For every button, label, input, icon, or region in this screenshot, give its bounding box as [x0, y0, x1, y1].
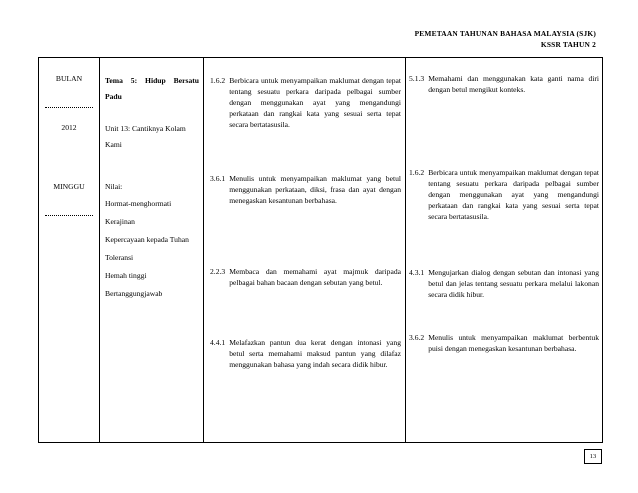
theme-column — [105, 73, 199, 303]
plan-table — [38, 57, 603, 443]
value-item: Kerajinan — [105, 217, 135, 226]
standard-code: 1.6.2 — [409, 168, 425, 177]
standard-text: Berbicara untuk menyampaikan maklumat dengan tepat tentang sesuatu perkara daripada pelbagai sumber dengan menggunakan ayat yang mengandungi perkataan dan rangkai kata yang sesuai serta tepat secara bertatasusila. — [229, 76, 401, 129]
standard-code: 4.3.1 — [409, 268, 425, 277]
standard-code: 1.6.2 — [210, 76, 226, 85]
standard-code: 4.4.1 — [210, 338, 226, 347]
standard-item — [210, 266, 401, 288]
standard-text: Membaca dan memahami ayat majmuk daripada pelbagai bahan bacaan dengan sebutan yang betul. — [229, 267, 401, 287]
standard-item — [210, 75, 401, 130]
bulan-dotted-line — [39, 107, 99, 108]
document-header — [415, 28, 596, 50]
value-item: Toleransi — [105, 253, 134, 262]
column-divider — [203, 58, 204, 442]
column-divider — [405, 58, 406, 442]
standard-text: Menulis untuk menyampaikan maklumat yang betul menggunakan perkataan, diksi, frasa dan ayat dengan menegaskan kesantunan berbahasa. — [229, 174, 401, 205]
page-number: 13 — [584, 449, 602, 464]
minggu-label: MINGGU — [53, 182, 85, 191]
unit-title: Unit 13: Cantiknya Kolam Kami — [105, 124, 186, 149]
standard-text: Menulis untuk menyampaikan maklumat berbentuk puisi dengan menegaskan kesantunan berbahasa. — [428, 333, 599, 353]
value-item: Bertanggungjawab — [105, 289, 163, 298]
tema-title: Tema 5: Hidup Bersatu Padu — [105, 76, 199, 101]
standard-item — [210, 337, 401, 370]
standard-code: 2.2.3 — [210, 267, 226, 276]
year-value: 2012 — [61, 123, 77, 132]
value-item: Hemah tinggi — [105, 271, 147, 280]
standard-item — [409, 267, 599, 300]
header-title: PEMETAAN TAHUNAN BAHASA MALAYSIA (SJK) — [414, 29, 596, 38]
standard-code: 3.6.2 — [409, 333, 425, 342]
column-divider — [99, 58, 100, 442]
header-subtitle: KSSR TAHUN 2 — [540, 40, 596, 49]
bulan-label: BULAN — [55, 74, 83, 83]
value-item: Hormat-menghormati — [105, 199, 172, 208]
standard-item — [210, 173, 401, 206]
standard-text: Berbicara untuk menyampaikan maklumat dengan tepat tentang sesuatu perkara daripada pelbagai sumber dengan menggunakan ayat yang mengandungi perkataan dan rangkai kata yang sesuai serta tepat secara bertatasusila. — [428, 168, 599, 221]
standard-text: Melafazkan pantun dua kerat dengan intonasi yang betul serta memahami maksud pantun yang dilafaz menggunakan bahasa yang indah secara didik hibur. — [229, 338, 401, 369]
standard-item — [409, 167, 599, 222]
standard-item — [409, 73, 599, 95]
standard-item — [409, 332, 599, 354]
nilai-label: Nilai: — [105, 182, 123, 191]
value-item: Kepercayaan kepada Tuhan — [105, 235, 189, 244]
minggu-dotted-line — [39, 215, 99, 216]
standard-code: 3.6.1 — [210, 174, 226, 183]
standard-text: Memahami dan menggunakan kata ganti nama diri dengan betul mengikut konteks. — [428, 74, 599, 94]
standard-text: Mengujarkan dialog dengan sebutan dan intonasi yang betul dan jelas tentang sesuatu perkara melalui lakonan secara didik hibur. — [428, 268, 599, 299]
standard-code: 5.1.3 — [409, 74, 425, 83]
